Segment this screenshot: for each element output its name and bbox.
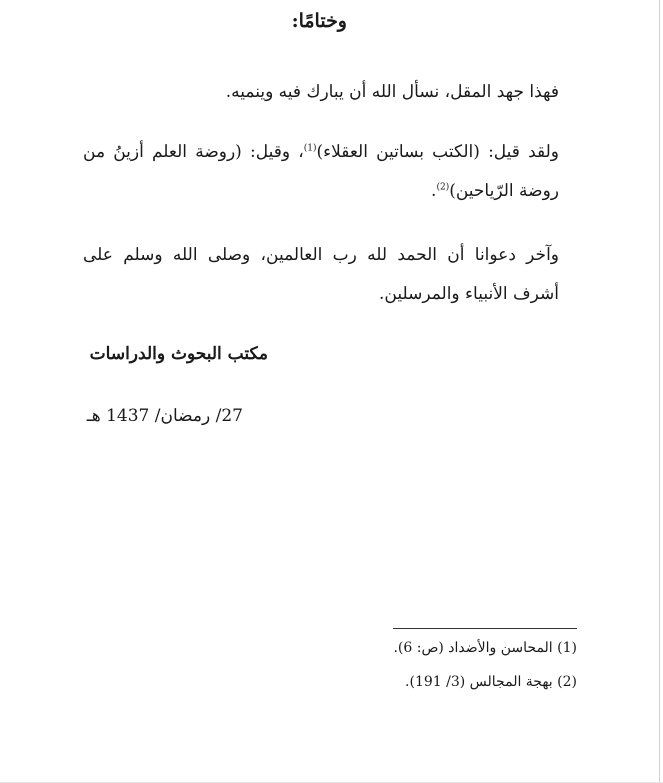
paragraph-prayer-text: وآخر دعوانا أن الحمد لله رب العالمين، وصلى الله وسلم على أشرف الأنبياء والمرسلين. [83, 245, 559, 304]
footnote-ref-1[interactable]: (1) [303, 143, 317, 154]
quote-text-3: . [431, 181, 437, 201]
date-line: 27/ رمضان/ 1437 هـ [86, 406, 243, 426]
quote-text-2: ، وقيل: (روضة العلم أزينُ من روضة الرّياحين) [83, 142, 559, 201]
footnote-separator [393, 628, 577, 629]
footnote-1: (1) المحاسن والأضداد (ص: 6). [393, 640, 577, 656]
office-name: مكتب البحوث والدراسات [89, 344, 268, 364]
paragraph-effort [83, 73, 559, 112]
footnote-2: (2) بهجة المجالس (3/ 191). [405, 674, 577, 690]
footnote-ref-2[interactable]: (2) [436, 182, 450, 193]
page-edge-right [659, 0, 660, 783]
paragraph-effort-text: فهذا جهد المقل، نسأل الله أن يبارك فيه وينميه. [225, 82, 559, 102]
paragraph-quotes [83, 133, 559, 211]
quote-text-1: ولقد قيل: (الكتب بساتين العقلاء) [316, 142, 560, 162]
closing-heading: وختامًا: [291, 10, 347, 32]
paragraph-prayer [83, 236, 559, 314]
